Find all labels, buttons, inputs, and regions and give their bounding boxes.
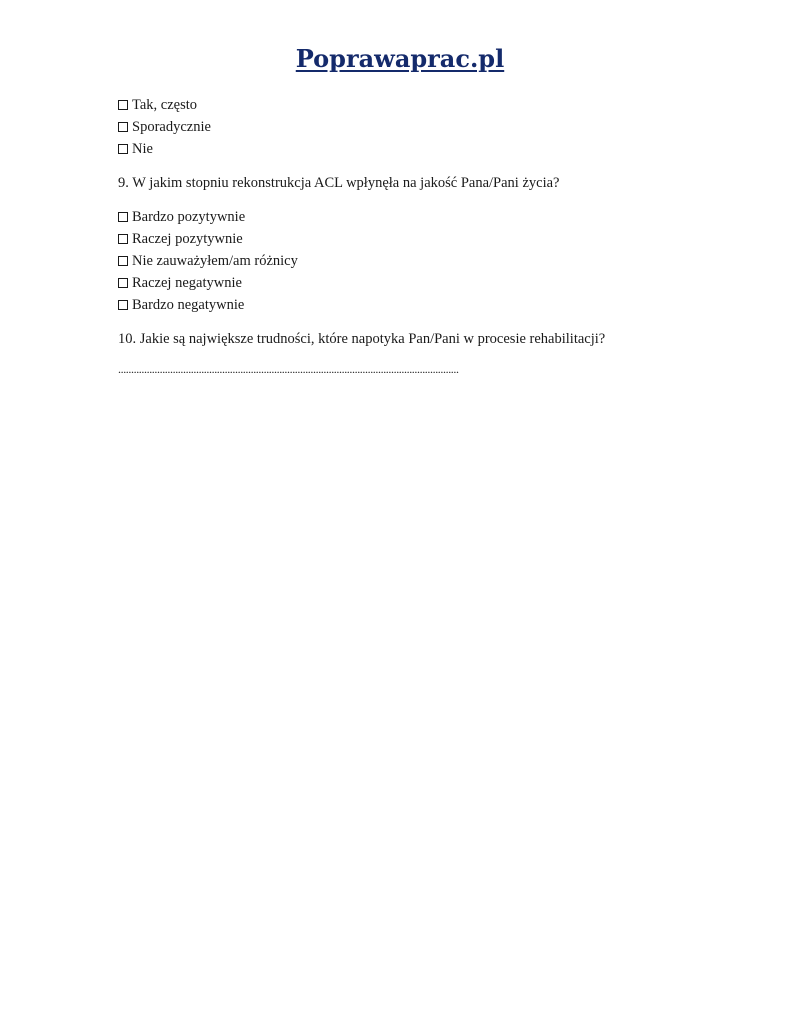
checkbox-icon[interactable] [118, 122, 128, 132]
option-label: Tak, często [132, 97, 198, 113]
q8-option-tak-czesto[interactable] [118, 94, 718, 116]
option-label: Bardzo negatywnie [132, 297, 245, 313]
questionnaire-content [118, 94, 718, 376]
checkbox-icon[interactable] [118, 300, 128, 310]
checkbox-icon[interactable] [118, 234, 128, 244]
q9-option-bardzo-pozytywnie[interactable] [118, 206, 718, 228]
option-label: Bardzo pozytywnie [132, 209, 246, 225]
q8-option-nie[interactable] [118, 138, 718, 160]
q8-options [118, 94, 718, 160]
option-label: Sporadycznie [132, 119, 211, 135]
page-title: Poprawaprac.pl [295, 44, 505, 73]
option-label: Raczej pozytywnie [132, 231, 243, 247]
q10-answer-line[interactable]: ................................................................................................................................... [118, 362, 459, 376]
q8-option-sporadycznie[interactable] [118, 116, 718, 138]
q9-option-bardzo-negatywnie[interactable] [118, 294, 718, 316]
option-label: Nie zauważyłem/am różnicy [132, 253, 298, 269]
option-label: Nie [132, 141, 153, 157]
q9-option-raczej-negatywnie[interactable] [118, 272, 718, 294]
checkbox-icon[interactable] [118, 256, 128, 266]
q10-question: 10. Jakie są największe trudności, które napotyka Pan/Pani w procesie rehabilitacji? [118, 331, 606, 347]
checkbox-icon[interactable] [118, 278, 128, 288]
option-label: Raczej negatywnie [132, 275, 242, 291]
q9-option-raczej-pozytywnie[interactable] [118, 228, 718, 250]
q9-options [118, 206, 718, 316]
q9-option-bez-roznicy[interactable] [118, 250, 718, 272]
checkbox-icon[interactable] [118, 212, 128, 222]
checkbox-icon[interactable] [118, 144, 128, 154]
q9-question: 9. W jakim stopniu rekonstrukcja ACL wpłynęła na jakość Pana/Pani życia? [118, 175, 560, 191]
checkbox-icon[interactable] [118, 100, 128, 110]
